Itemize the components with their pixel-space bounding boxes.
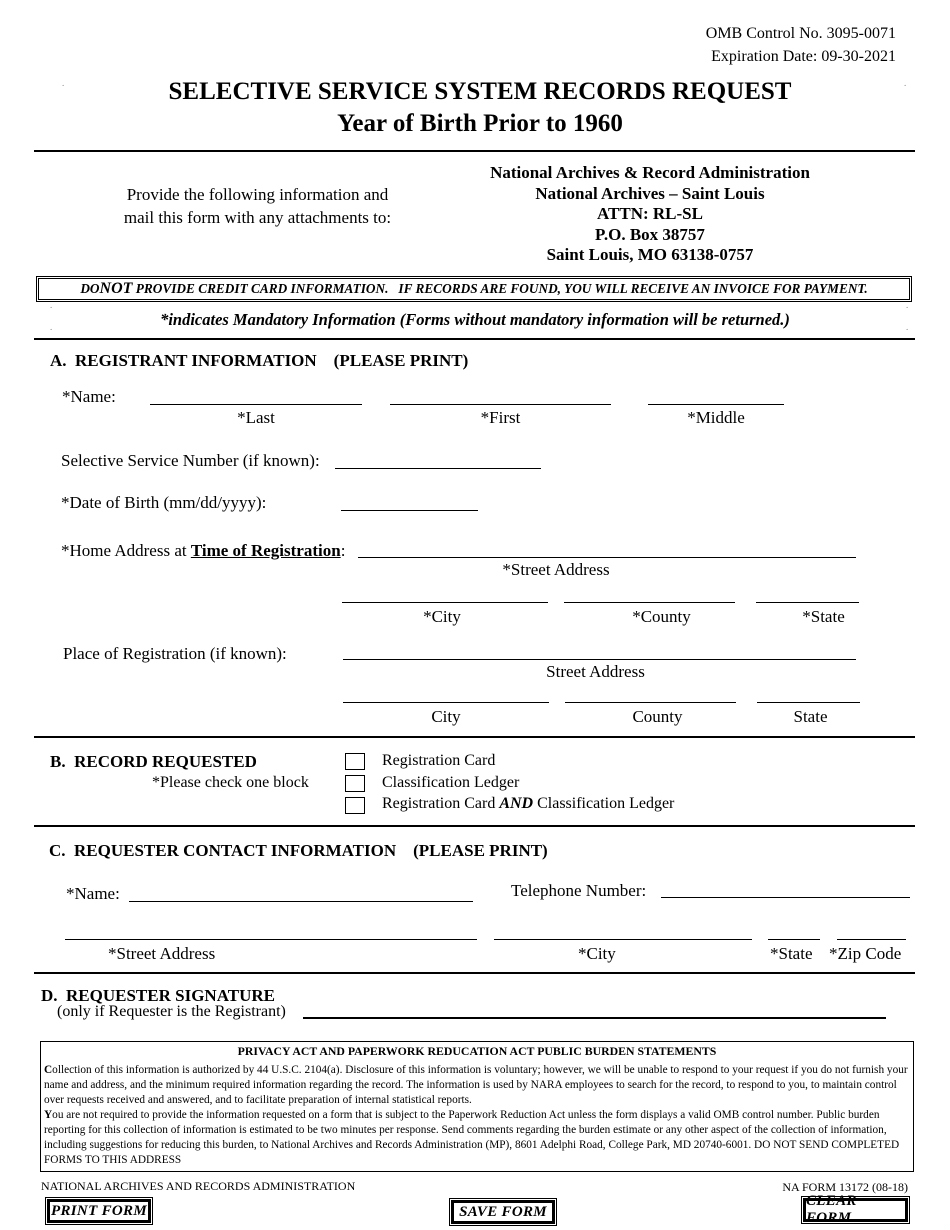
section-d-heading: D. REQUESTER SIGNATURE — [41, 986, 275, 1005]
clear-form-button[interactable]: CLEAR FORM — [803, 1198, 908, 1222]
print-form-button[interactable]: PRINT FORM — [47, 1199, 151, 1223]
mail-instruction: Provide the following information and mail this form with any attachments to: — [123, 185, 392, 227]
registration-state-caption: State — [793, 707, 828, 726]
home-county-field[interactable] — [564, 602, 735, 603]
registration-street-field[interactable] — [343, 659, 856, 660]
telephone-field[interactable] — [661, 897, 910, 898]
dob-label: *Date of Birth (mm/dd/yyyy): — [61, 493, 267, 512]
dob-field[interactable] — [341, 510, 478, 511]
home-address-label: *Home Address at Time of Registration: — [61, 541, 346, 560]
requester-zip-field[interactable] — [837, 939, 906, 940]
both-records-checkbox[interactable] — [345, 797, 365, 814]
privacy-title: PRIVACY ACT AND PAPERWORK REDUCATION ACT PUBLIC BURDEN STATEMENTS — [237, 1044, 717, 1058]
requester-state-caption: *State — [770, 944, 813, 963]
classification-ledger-label: Classification Ledger — [382, 774, 520, 791]
paperwork-paragraph: You are not required to provide the information requested on a form that is subject to the Paperwork Reduction Act unless the form displays a valid OMB control number. Public burden reporting for this collection of information is estimated to be two minutes per response. Send comments regarding the burden estimate or any other aspect of the collection of information, including suggestions for reducing this burden, to National Archives and Records Administration (MP), 8601 Adelphi Road, College Park, MD 20740-6001. DO NOT SEND COMPLETED FORMS TO THIS ADDRESS — [44, 1109, 900, 1166]
home-city-field[interactable] — [342, 602, 548, 603]
address-line: ATTN: RL-SL — [597, 204, 703, 223]
corner-mark: . — [50, 300, 53, 310]
registration-card-label: Registration Card — [382, 752, 496, 769]
omb-control-number: OMB Control No. 3095-0071 — [705, 25, 896, 42]
home-street-caption: *Street Address — [502, 560, 610, 579]
section-b-instruction: *Please check one block — [152, 774, 309, 791]
registration-county-field[interactable] — [565, 702, 736, 703]
home-city-caption: *City — [423, 607, 461, 626]
registration-card-checkbox[interactable] — [345, 753, 365, 770]
registration-city-field[interactable] — [343, 702, 549, 703]
omb-block — [706, 22, 896, 68]
corner-mark: . — [906, 322, 909, 332]
address-line: National Archives & Record Administration — [490, 163, 810, 182]
section-a-heading: A. REGISTRANT INFORMATION (PLEASE PRINT) — [50, 351, 469, 370]
ssn-label: Selective Service Number (if known): — [61, 451, 320, 470]
corner-mark: . — [906, 300, 909, 310]
credit-card-warning: DO NOT PROVIDE CREDIT CARD INFORMATION. IF RECORDS ARE FOUND, YOU WILL RECEIVE AN INVOICE FOR PAYMENT. — [38, 278, 910, 300]
ssn-field[interactable] — [335, 468, 541, 469]
address-line: Saint Louis, MO 63138-0757 — [546, 245, 754, 264]
first-name-field[interactable] — [390, 404, 611, 405]
home-county-caption: *County — [632, 607, 691, 626]
privacy-statement-box — [40, 1041, 914, 1172]
middle-name-field[interactable] — [648, 404, 784, 405]
corner-mark: . — [904, 78, 907, 88]
save-form-button[interactable]: SAVE FORM — [451, 1200, 555, 1224]
registration-state-field[interactable] — [757, 702, 860, 703]
requester-state-field[interactable] — [768, 939, 820, 940]
home-state-caption: *State — [802, 607, 845, 626]
corner-mark: . — [50, 322, 53, 332]
section-c-heading: C. REQUESTER CONTACT INFORMATION (PLEASE PRINT) — [49, 841, 548, 860]
divider — [34, 825, 915, 827]
home-street-field[interactable] — [358, 557, 856, 558]
divider — [34, 736, 915, 738]
page-title: SELECTIVE SERVICE SYSTEM RECORDS REQUEST — [168, 78, 792, 105]
requester-zip-caption: *Zip Code — [829, 944, 902, 963]
corner-mark: . — [62, 78, 65, 88]
address-line: P.O. Box 38757 — [595, 224, 705, 244]
section-b-heading: B. RECORD REQUESTED — [50, 752, 257, 771]
home-state-field[interactable] — [756, 602, 859, 603]
address-line: National Archives – Saint Louis — [535, 183, 765, 203]
middle-name-caption: *Middle — [687, 408, 745, 427]
requester-name-label: *Name: — [66, 884, 120, 903]
signature-field[interactable] — [303, 1017, 886, 1019]
requester-city-field[interactable] — [494, 939, 752, 940]
requester-name-field[interactable] — [129, 901, 473, 902]
form-number: NA FORM 13172 (08-18) — [782, 1180, 908, 1194]
requester-street-field[interactable] — [65, 939, 477, 940]
privacy-paragraph: Collection of this information is authorized by 44 U.S.C. 2104(a). Disclosure of this information is voluntary; however, we will be unable to respond to your request if you do not furnish your name and address, and the minimum required information regarding the record. The information is used by NARA employees to search for the record, to respond to you, to maintain control over requests received and answered, and to facilitate preparation of internal statistical reports. — [44, 1064, 908, 1106]
registration-city-caption: City — [431, 707, 461, 726]
registrant-name-label: *Name: — [62, 387, 116, 406]
telephone-label: Telephone Number: — [511, 881, 647, 900]
requester-street-caption: *Street Address — [108, 944, 216, 963]
requester-city-caption: *City — [578, 944, 616, 963]
signature-note: (only if Requester is the Registrant) — [57, 1003, 286, 1020]
registration-street-caption: Street Address — [546, 662, 645, 681]
mandatory-note: *indicates Mandatory Information (Forms without mandatory information will be returned.) — [160, 310, 790, 329]
last-name-field[interactable] — [150, 404, 362, 405]
last-name-caption: *Last — [237, 408, 275, 427]
registration-county-caption: County — [632, 707, 683, 726]
both-records-label: Registration Card AND Classification Ledger — [382, 795, 675, 812]
first-name-caption: *First — [480, 408, 521, 427]
divider — [34, 150, 915, 152]
divider — [34, 972, 915, 974]
place-of-registration-label: Place of Registration (if known): — [63, 644, 287, 663]
agency-name: NATIONAL ARCHIVES AND RECORDS ADMINISTRATION — [41, 1179, 356, 1193]
page-subtitle: Year of Birth Prior to 1960 — [337, 110, 623, 137]
mailing-address — [465, 163, 835, 266]
classification-ledger-checkbox[interactable] — [345, 775, 365, 792]
expiration-date: Expiration Date: 09-30-2021 — [711, 48, 896, 65]
divider — [34, 338, 915, 340]
